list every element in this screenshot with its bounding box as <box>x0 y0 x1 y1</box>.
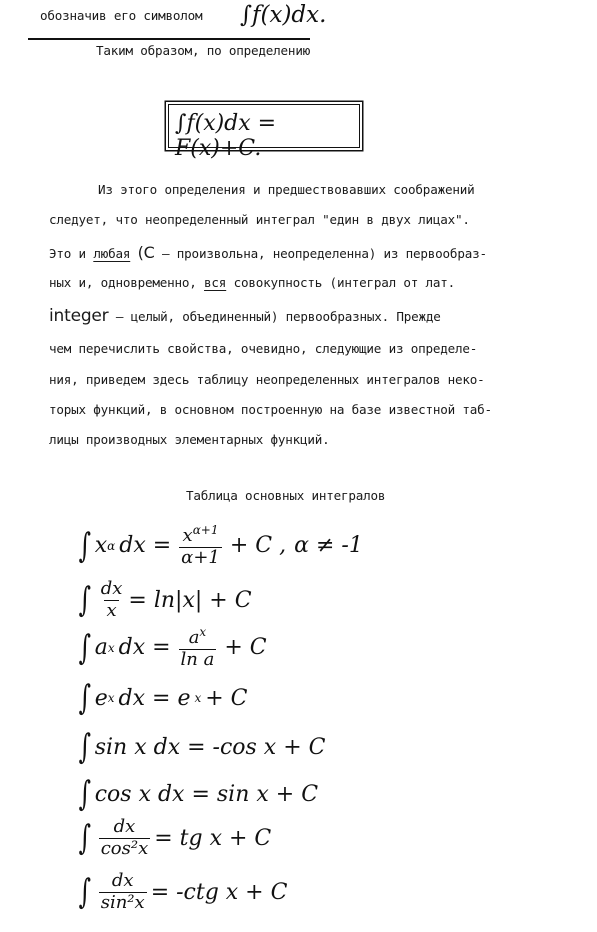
paragraph-line-8: торых функций, в основном построенную на базе известной таб- <box>49 402 492 417</box>
line4-end: совокупность (интеграл от лат. <box>233 275 456 290</box>
formula-reciprocal <box>76 580 252 621</box>
formula-sine <box>76 727 326 767</box>
fraction-numerator: dx <box>100 578 123 599</box>
paragraph-line-2: следует, что неопределенный интеграл "един в двух лицах". <box>49 212 470 227</box>
fraction-denominator: α+1 <box>181 546 220 568</box>
formula-lhs-exponent: x <box>107 640 115 655</box>
formula-rhs: + C <box>224 635 267 661</box>
integral-sign: ∫ <box>78 774 92 814</box>
line5-end: – целый, объединенный) первообразных. Прежде <box>115 309 441 324</box>
fraction <box>99 818 151 859</box>
fraction <box>179 626 217 670</box>
fraction-numerator <box>187 626 209 649</box>
formula-secant-squared <box>76 818 271 859</box>
paragraph-line-4 <box>49 275 455 290</box>
fraction-denominator: sin²x <box>100 891 145 913</box>
numerator-base: a <box>188 627 200 648</box>
definition-formula: ∫f(x)dx = F(x)+C. <box>175 111 277 161</box>
formula-lhs-tail: dx = e <box>118 685 191 711</box>
numerator-exponent: α+1 <box>192 523 219 537</box>
formula-condition: α ≠ -1 <box>294 533 363 559</box>
integral-sign: ∫ <box>78 627 92 668</box>
formula-lhs: e <box>94 685 108 711</box>
paragraph-line-7: ния, приведем здесь таблицу неопределенных интегралов неко- <box>49 372 485 387</box>
formula-cosecant-squared <box>76 872 287 913</box>
formula-exponential-e <box>76 678 252 718</box>
fraction-numerator <box>181 524 221 547</box>
header-text: обозначив его символом <box>40 8 203 23</box>
constant-c: (C <box>137 243 155 262</box>
line4-start: ных и, одновременно, <box>49 275 197 290</box>
line3-end: – произвольна, неопределенна) из первообраз- <box>162 246 487 261</box>
integral-sign: ∫ <box>78 872 92 913</box>
formula-lhs: x <box>94 533 108 559</box>
formula-rhs-exponent: x <box>194 691 202 705</box>
handwritten-word-integer: integer <box>49 306 109 326</box>
fraction-numerator: dx <box>111 870 134 891</box>
fraction-denominator: cos²x <box>100 837 149 859</box>
paragraph-line-3 <box>49 243 487 262</box>
paragraph-line-5 <box>49 306 441 326</box>
fraction <box>99 580 125 621</box>
formula-power <box>76 524 367 568</box>
underlined-word-all: вся <box>204 275 227 290</box>
numerator-base: x <box>182 525 193 546</box>
table-title: Таблица основных интегралов <box>186 488 386 503</box>
integral-sign: ∫ <box>78 818 92 859</box>
intro-text: Таким образом, по определению <box>96 43 311 58</box>
formula-body: sin x dx = -cos x + C <box>94 734 326 760</box>
formula-lhs: a <box>94 635 108 661</box>
paragraph-line-9: лицы производных элементарных функций. <box>49 432 330 447</box>
line3-start: Это и <box>49 246 86 261</box>
paragraph-line-6: чем перечислить свойства, очевидно, следующие из определе- <box>49 341 478 356</box>
formula-exponential-a <box>76 626 271 670</box>
integral-sign: ∫ <box>78 525 92 566</box>
formula-lhs-tail: dx = <box>119 533 172 559</box>
header-underline <box>28 38 310 40</box>
formula-lhs-exponent: x <box>107 691 115 705</box>
formula-body: cos x dx = sin x + C <box>94 781 319 807</box>
formula-rhs: = tg x + C <box>154 825 272 851</box>
paragraph-line-1: Из этого определения и предшествовавших соображений <box>98 182 475 197</box>
fraction-numerator: dx <box>113 816 136 837</box>
formula-rhs: = -ctg x + C <box>150 879 288 905</box>
fraction <box>99 872 147 913</box>
formula-lhs-exponent: α <box>107 538 116 553</box>
formula-rhs: + C <box>205 685 248 711</box>
definition-box <box>168 104 360 161</box>
underlined-word-any: любая <box>93 246 131 261</box>
integral-sign: ∫ <box>78 580 92 621</box>
numerator-exponent: x <box>199 625 207 639</box>
formula-cosine <box>76 774 319 814</box>
fraction <box>179 524 222 568</box>
formula-rhs: + C , <box>229 533 287 559</box>
formula-rhs: = ln|x| + C <box>128 587 252 613</box>
header-formula: ∫f(x)dx. <box>240 2 327 28</box>
integral-sign: ∫ <box>78 678 92 718</box>
formula-lhs-tail: dx = <box>118 635 171 661</box>
fraction-denominator: ln a <box>180 648 215 670</box>
fraction-denominator: x <box>106 599 117 621</box>
integral-sign: ∫ <box>78 727 92 767</box>
